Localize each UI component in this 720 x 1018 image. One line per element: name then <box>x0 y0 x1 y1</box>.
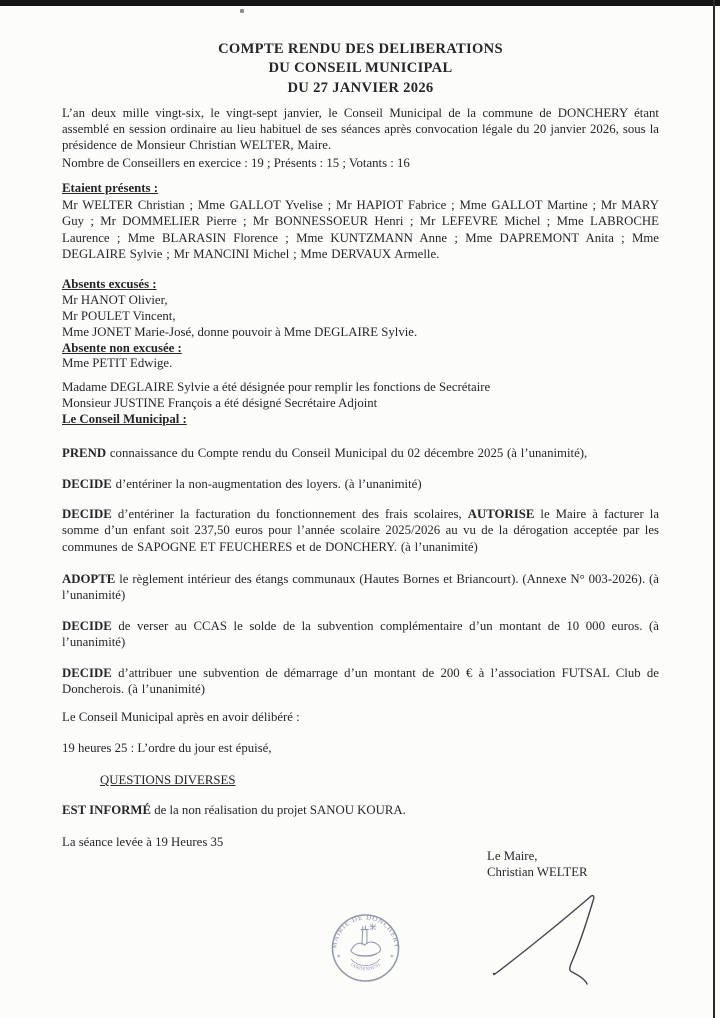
informed-line: EST INFORMÉ de la non réalisation du projet SANOU KOURA. <box>62 803 406 817</box>
questions-diverses-heading: QUESTIONS DIVERSES <box>100 773 236 787</box>
absent-excused-line: Mr POULET Vincent, <box>62 309 176 323</box>
council-heading: Le Conseil Municipal : <box>62 412 187 426</box>
stamp-arc-text: MAIRIE DE DONCHERY <box>330 913 401 950</box>
mayor-signature-block <box>487 849 687 881</box>
document-title-line-3: DU 27 JANVIER 2026 <box>287 79 434 96</box>
signature-pen-dot <box>493 973 495 975</box>
deliberation-prend: PREND connaissance du Compte rendu du Conseil Municipal du 02 décembre 2025 (à l’unanimité), <box>62 446 588 460</box>
absent-excused-line: Mme JONET Marie-José, donne pouvoir à Mme DEGLAIRE Sylvie. <box>62 325 418 339</box>
present-members-heading: Etaient présents : <box>62 181 158 195</box>
deliberation-decide-ccas: DECIDE de verser au CCAS le solde de la subvention complémentaire d’un montant de 10 000 euros. (à l’unanimité) <box>62 619 659 650</box>
absent-not-excused-heading: Absente non excusée : <box>62 341 182 355</box>
scan-right-edge-artifact <box>713 0 715 1018</box>
deliberation-adopte-reglement: ADOPTE le règlement intérieur des étangs communaux (Hautes Bornes et Briancourt). (Annexe N° 003-2026). (à l’unanimité) <box>62 572 659 603</box>
secretary-adjoint-line: Monsieur JUSTINE François a été désigné Secrétaire Adjoint <box>62 396 378 410</box>
document-title-line-1: COMPTE RENDU DES DELIBERATIONS <box>218 41 503 57</box>
deliberation-decide-futsal: DECIDE d’attribuer une subvention de démarrage d’un montant de 200 € à l’association FUTSAL Club de Doncherois. (à l’unanimité) <box>62 666 659 697</box>
deliberation-closing-line: Le Conseil Municipal après en avoir délibéré : <box>62 710 300 724</box>
stamp-bottom-text: (ARDENNES) <box>350 961 381 972</box>
mayor-title: Le Maire, <box>487 849 538 863</box>
signature-stroke <box>495 896 594 984</box>
deliberation-decide-scolaire: DECIDE d’entériner la facturation du fonctionnement des frais scolaires, AUTORISE le Maire à facturer la somme d’un enfant soit 237,50 euros pour l’année scolaire 2025/2026 au vu de la dérogation acceptée par les communes de SAPOGNE ET FEUCHERES et de DONCHERY. (à l’unanimité) <box>62 507 659 554</box>
councillor-counts-line: Nombre de Conseillers en exercice : 19 ; Présents : 15 ; Votants : 16 <box>62 156 410 170</box>
session-intro-paragraph: L’an deux mille vingt-six, le vingt-sept janvier, le Conseil Municipal de la commune de DONCHERY étant assemblé en session ordinaire au lieu habituel de ses séances après convocation légale du 20 janvier 2026, sous la présidence de Monsieur Christian WELTER, Maire. <box>62 106 659 152</box>
mayor-handwritten-signature <box>475 885 605 990</box>
agenda-exhausted-line: 19 heures 25 : L’ordre du jour est épuisé, <box>62 741 272 755</box>
secretary-line: Madame DEGLAIRE Sylvie a été désignée pour remplir les fonctions de Secrétaire <box>62 380 491 394</box>
absent-excused-heading: Absents excusés : <box>62 277 157 291</box>
document-title-line-2: DU CONSEIL MUNICIPAL <box>268 60 453 77</box>
stamp-star-left-icon: ✶ <box>336 953 342 960</box>
stamp-coat-of-arms-icon <box>351 924 381 966</box>
stamp-star-right-icon: ✶ <box>389 953 395 960</box>
document-title <box>62 40 659 98</box>
absent-excused-line: Mr HANOT Olivier, <box>62 293 168 307</box>
deliberation-decide-loyers: DECIDE d’entériner la non-augmentation des loyers. (à l’unanimité) <box>62 477 422 491</box>
present-members-list: Mr WELTER Christian ; Mme GALLOT Yvelise ; Mr HAPIOT Fabrice ; Mme GALLOT Martine ; Mr MARY Guy ; Mr DOMMELIER Pierre ; Mr BONNESSOEUR Henri ; Mr LEFEVRE Michel ; Mme LABROCHE Laurence ; Mme BLARASIN Florence ; Mme KUNTZMANN Anne ; Mme DAPREMONT Anita ; Mme DEGLAIRE Sylvie ; Mr MANCINI Michel ; Mme DERVAUX Armelle. <box>62 198 659 261</box>
session-closed-line: La séance levée à 19 Heures 35 <box>62 835 224 849</box>
absent-not-excused-line: Mme PETIT Edwige. <box>62 356 173 370</box>
scan-speck-artifact <box>240 9 244 13</box>
scan-top-edge-artifact <box>0 0 720 6</box>
municipal-stamp <box>330 912 401 984</box>
mayor-name: Christian WELTER <box>487 864 588 879</box>
